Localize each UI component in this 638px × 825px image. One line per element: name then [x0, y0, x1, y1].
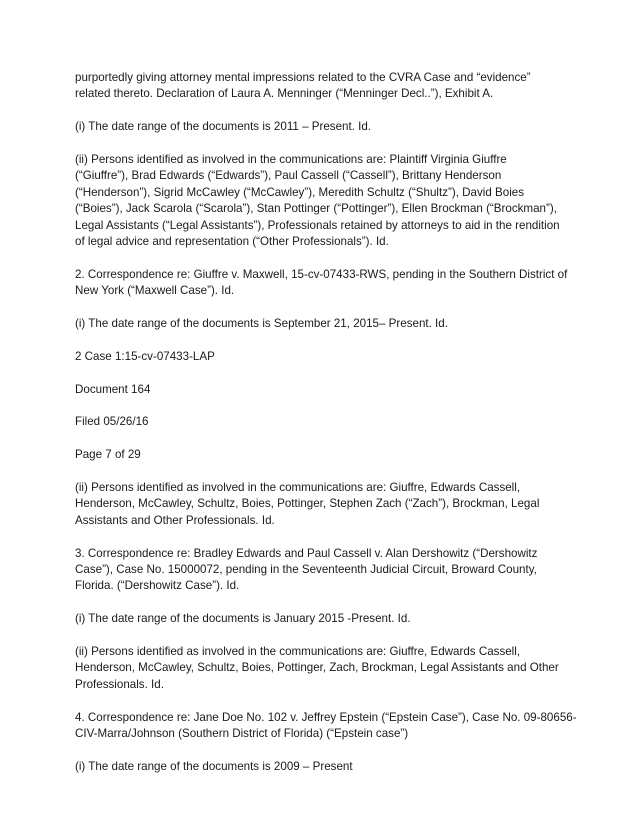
document-paragraph: [75, 152, 570, 250]
text-line: of legal advice and representation (“Other Professionals”). Id.: [75, 235, 389, 249]
document-paragraph: [75, 447, 570, 463]
document-paragraph: [75, 480, 570, 529]
text-line: related thereto. Declaration of Laura A. Menninger (“Menninger Decl..”), Exhibit A.: [75, 87, 494, 101]
text-line: 2 Case 1:15-cv-07433-LAP: [75, 349, 215, 363]
text-line: New York (“Maxwell Case”). Id.: [75, 284, 235, 298]
document-paragraph: [75, 70, 570, 103]
text-line: CIV-Marra/Johnson (Southern District of Florida) (“Epstein case”): [75, 727, 409, 741]
text-line: (i) The date range of the documents is January 2015 -Present. Id.: [75, 612, 411, 626]
text-line: (i) The date range of the documents is 2011 – Present. Id.: [75, 120, 372, 134]
text-line: (“Giuffre”), Brad Edwards (“Edwards”), Paul Cassell (“Cassell”), Brittany Henderson: [75, 169, 502, 183]
document-paragraph: [75, 759, 570, 775]
text-line: 2. Correspondence re: Giuffre v. Maxwell, 15-cv-07433-RWS, pending in the Southern District of: [75, 267, 568, 281]
text-line: Case”), Case No. 15000072, pending in the Seventeenth Judicial Circuit, Broward County,: [75, 563, 537, 577]
text-line: Legal Assistants (“Legal Assistants”), Professionals retained by attorneys to aid in the rendition: [75, 218, 560, 232]
text-line: 3. Correspondence re: Bradley Edwards and Paul Cassell v. Alan Dershowitz (“Dershowitz: [75, 546, 538, 560]
text-line: purportedly giving attorney mental impressions related to the CVRA Case and “evidence”: [75, 71, 531, 84]
text-line: Florida. (“Dershowitz Case”). Id.: [75, 579, 240, 593]
text-line: Henderson, McCawley, Schultz, Boies, Pottinger, Zach, Brockman, Legal Assistants and Other: [75, 661, 559, 675]
text-line: Page 7 of 29: [75, 448, 141, 462]
document-paragraph: [75, 414, 570, 430]
document-paragraph: [75, 382, 570, 398]
text-line: (“Henderson”), Sigrid McCawley (“McCawley”), Meredith Schultz (“Shultz”), David Boies: [75, 185, 525, 199]
document-paragraph: [75, 316, 570, 332]
text-line: (ii) Persons identified as involved in the communications are: Giuffre, Edwards Cassell,: [75, 481, 521, 495]
text-line: (i) The date range of the documents is September 21, 2015– Present. Id.: [75, 317, 448, 331]
text-line: Filed 05/26/16: [75, 415, 149, 429]
document-paragraph: [75, 349, 570, 365]
document-paragraph: [75, 710, 577, 743]
text-line: 4. Correspondence re: Jane Doe No. 102 v. Jeffrey Epstein (“Epstein Case”), Case No. 09-80656-: [75, 710, 577, 724]
document-paragraph: [75, 644, 570, 693]
text-line: (i) The date range of the documents is 2009 – Present: [75, 759, 353, 773]
document-paragraph: [75, 611, 570, 627]
document-body: [75, 70, 577, 792]
text-line: Assistants and Other Professionals. Id.: [75, 513, 275, 527]
text-line: (“Boies”), Jack Scarola (“Scarola”), Stan Pottinger (“Pottinger”), Ellen Brockman (“Brockman”),: [75, 202, 557, 216]
text-line: Henderson, McCawley, Schultz, Boies, Pottinger, Stephen Zach (“Zach”), Brockman, Legal: [75, 497, 540, 511]
text-line: (ii) Persons identified as involved in the communications are: Plaintiff Virginia Giuffre: [75, 153, 507, 166]
text-line: Professionals. Id.: [75, 677, 164, 691]
document-paragraph: [75, 546, 570, 595]
text-line: (ii) Persons identified as involved in the communications are: Giuffre, Edwards Cassell,: [75, 645, 521, 659]
document-paragraph: [75, 119, 570, 135]
document-paragraph: [75, 267, 570, 300]
text-line: Document 164: [75, 382, 151, 396]
